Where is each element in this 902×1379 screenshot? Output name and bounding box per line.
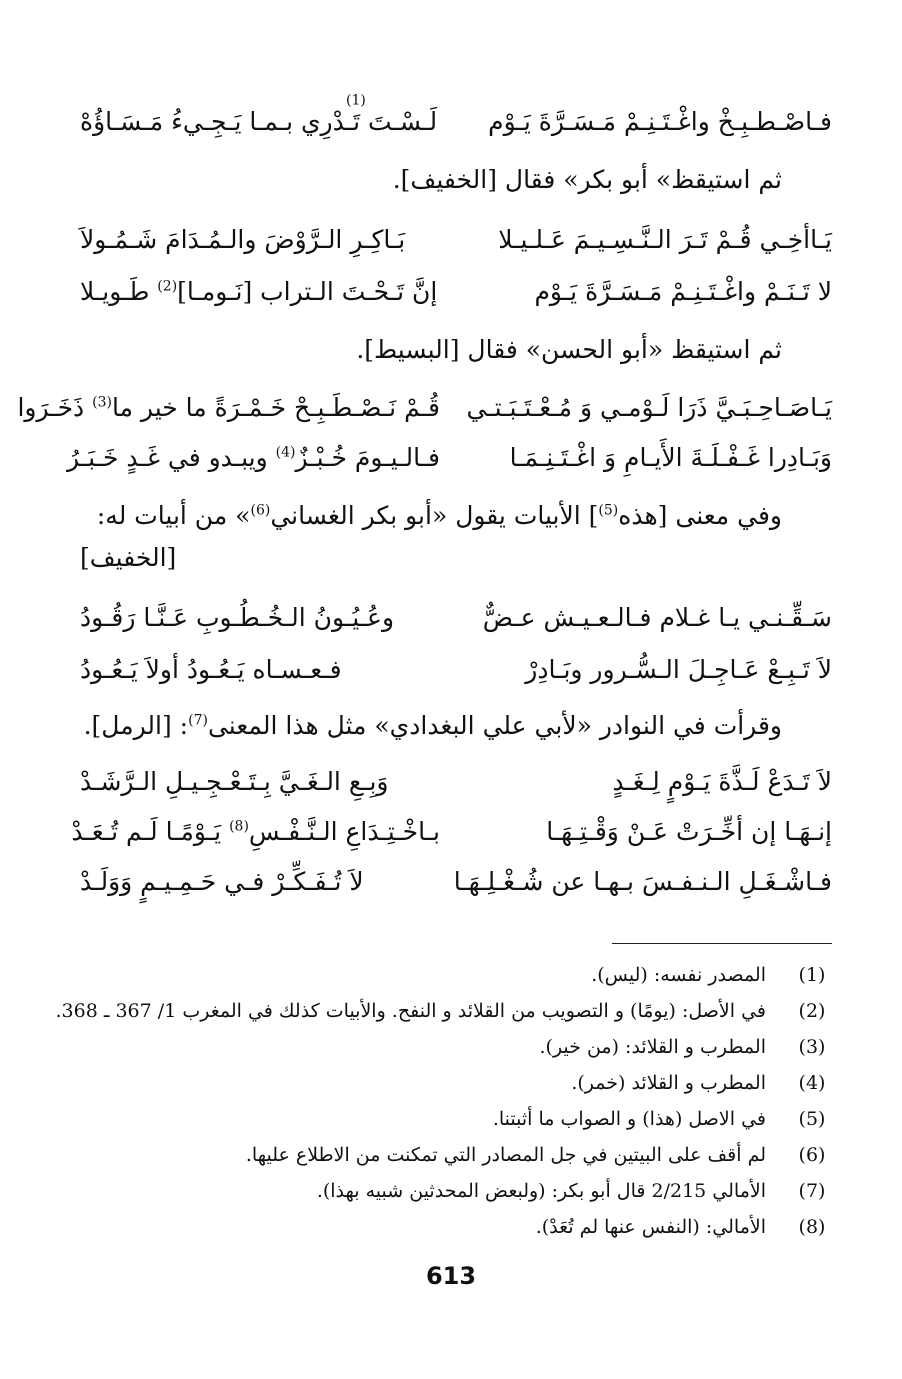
footnote-marker: (5): [598, 502, 619, 519]
verse-first-hemistich: لاَ تَـبِـعْ عَـاجِـلَ الـسُّـرور وبَـادِرْ: [525, 655, 832, 684]
verse-first-hemistich: فـاصْـطـبِـخْ واغْـتَـنِـمْ مَـسَـرَّةَ يَـوْم: [488, 107, 832, 136]
verse-first-hemistich: يَـاأخِـي قُـمْ تَـرَ الـنَّـسِـيـمَ عَـلـيـلا: [498, 225, 832, 254]
verse-second-hemistich: إنَّ تَـحْـتَ الـتراب [نَـومـا]$^{(2)}$ طَـويـلا: [80, 277, 438, 306]
footnote: [72, 1174, 832, 1208]
verse-second-hemistich: [80, 100, 440, 144]
footnote-number: (2): [798, 1000, 826, 1022]
footnote-text: في الأصل: (يومًا) و التصويب من القلائد و النفح. والأبيات كذلك في المغرب 1/ 367 ـ 368.: [55, 1000, 766, 1022]
footnote-marker: (4): [275, 444, 296, 461]
footnote-marker: (8): [229, 818, 249, 835]
verse-second-hemistich: فـعـسـاه يَـعُـودُ أولاَ يَـعُـودُ: [80, 655, 342, 684]
verse-line: [71, 810, 832, 858]
verse-first-hemistich: سَـقِّـنـي يـا غـلام فـالـعـيـش عـضٌّ: [482, 603, 832, 632]
footnote: [72, 1210, 832, 1244]
verse-line: [80, 218, 832, 266]
verse-second-hemistich: فـالـيـومَ خُـبْـزٌ$^{(4)}$ ويبـدو في غَـدٍ خَـبَـرُ: [67, 443, 440, 472]
verse-line: [80, 760, 832, 808]
footnote-text: في الاصل (هذا) و الصواب ما أثبتنا.: [492, 1108, 766, 1130]
footnote: [55, 994, 832, 1028]
verse-line: [80, 270, 832, 318]
prose-line: ثم استيقظ» أبو بكر» فقال [الخفيف].: [392, 165, 782, 194]
footnote-number: (1): [798, 964, 826, 986]
verse-first-hemistich: يَـاصَـاحِـبَـيَّ ذَرَا لَـوْمـي وَ مُـعْـتَـبَـتـي: [466, 393, 832, 422]
verse-line: [80, 100, 832, 148]
footnote: [72, 1030, 832, 1064]
verse-second-hemistich: قُـمْ نَـصْـطَـبِـحْ خَـمْـرَةً ما خير ما$^{(3)}$ ذَخَـرَوا: [17, 393, 440, 422]
verse-first-hemistich: لاَ تَـدَعْ لَـذَّةَ يَـوْمٍ لِـغَـدٍ: [612, 767, 832, 796]
footnote-text: لم أقف على البيتين في جل المصادر التي تمكنت من الاطلاع عليها.: [245, 1144, 766, 1166]
prose-line: ثم استيقظ «أبو الحسن» فقال [البسيط].: [356, 335, 782, 364]
footnote: [72, 1066, 832, 1100]
footnote-text: المطرب و القلائد: (من خير).: [539, 1036, 766, 1058]
verse-first-hemistich: لا تَـنَـمْ واغْـتَـنِـمْ مَـسَـرَّةَ يَـوْم: [534, 277, 832, 306]
footnote-number: (4): [798, 1072, 826, 1094]
footnote-marker: (3): [92, 394, 112, 411]
verse-first-hemistich: إنـهَـا إن أخِّـرَتْ عَـنْ وَقْـتِـهَـا: [546, 817, 832, 846]
footnote-text: المطرب و القلائد (خمر).: [571, 1072, 766, 1094]
page-number: 613: [425, 1262, 477, 1290]
verse-second-hemistich: لاَ تُـفَـكِّـرْ فـي حَـمِـيـمٍ وَوَلَـدْ: [80, 867, 364, 896]
footnote-marker: (7): [188, 712, 208, 729]
footnote-text: المصدر نفسه: (ليس).: [591, 964, 766, 986]
footnote: [72, 1138, 832, 1172]
footnote: [72, 1102, 832, 1136]
verse-second-hemistich: بَـاكِـرِ الـرَّوْضَ والـمُـدَامَ شَـمُـولاَ: [80, 225, 406, 254]
prose-line: وفي معنى [هذه$^{(5)}$] الأبيات يقول «أبو بكر الغساني$^{(6)}$» من أبيات له:: [96, 501, 782, 530]
verse-second-hemistich: وَبِـعِ الـغَـيَّ بِـتَـعْـجِـيـلِ الـرَّشَـدْ: [80, 767, 389, 796]
verse-line: [80, 648, 832, 696]
footnote-number: (8): [798, 1216, 826, 1238]
footnote-text: الأمالي 2/215 قال أبو بكر: (ولبعض المحدثين شبيه بهذا).: [316, 1180, 766, 1202]
verse-line: [80, 860, 832, 908]
footnote-marker: (1): [346, 92, 366, 109]
footnote: [72, 958, 832, 992]
footnote-divider: [612, 943, 832, 944]
footnote-marker: (6): [250, 502, 271, 519]
footnote-text: الأمالي: (النفس عنها لم تُعَدْ).: [535, 1216, 766, 1238]
footnote-marker: (2): [157, 278, 178, 295]
footnote-number: (6): [798, 1144, 826, 1166]
verse-line: [67, 436, 832, 484]
hemistich-text: لَـسْـتَ تَـدْرِي بـمـا يَـجِـيءُ مَـسَـاؤُهْ: [80, 107, 438, 136]
footnote-number: (7): [798, 1180, 826, 1202]
verse-line: [17, 386, 832, 434]
prose-line: وقرأت في النوادر «لأبي علي البغدادي» مثل هذا المعنى$^{(7)}$: [الرمل].: [83, 711, 782, 740]
verse-second-hemistich: وعُـيُـونُ الـخُـطُـوبِ عَـنَّـا رَقُـودُ: [80, 603, 395, 632]
meter-label: [الخفيف]: [80, 543, 177, 572]
verse-first-hemistich: فـاشْـغَـلِ الـنـفـسَ بـهـا عن شُـغْـلِـهَـا: [453, 867, 832, 896]
footnote-number: (3): [798, 1036, 826, 1058]
verse-first-hemistich: وَبَـادِرا غَـفْـلَـةَ الأَيـامِ وَ اغْـتَـنِـمَـا: [509, 443, 832, 472]
footnote-number: (5): [798, 1108, 826, 1130]
verse-second-hemistich: بـاخْـتِـدَاعِ الـنَّـفْـسِ$^{(8)}$ يَـوْمًـا لَـم تُـعَـدْ: [71, 817, 440, 846]
verse-line: [80, 596, 832, 644]
